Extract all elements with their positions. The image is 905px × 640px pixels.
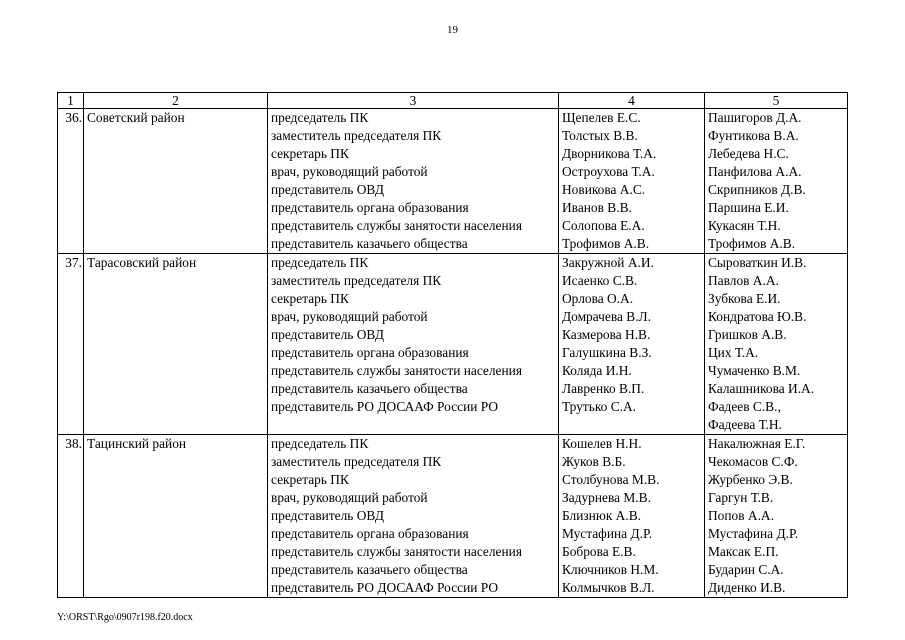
role-line: представитель РО ДОСААФ России РО [271,580,499,595]
table-header-row [58,93,848,109]
table-row [58,254,848,435]
role-line: заместитель председателя ПК [271,454,442,469]
role-line: представитель службы занятости населения [271,218,522,233]
member-name: Близнюк А.В. [562,508,641,523]
reserve-name: Павлов А.А. [708,273,779,288]
reserve-name: Паршина Е.И. [708,200,789,215]
reserve-name: Фунтикова В.А. [708,128,799,143]
reserve-name: Гришков А.В. [708,327,787,342]
role-line: представитель казачьего общества [271,381,468,396]
reserve-name: Калашникова И.А. [708,381,815,396]
member-name: Ключников Н.М. [562,562,659,577]
column-header-3: 3 [268,93,559,109]
reserve-name: Мустафина Д.Р. [708,526,799,541]
member-name [562,416,701,434]
reserve-name: Цих Т.А. [708,345,759,360]
member-name: Галушкина В.З. [562,345,652,360]
reserve-name: Журбенко Э.В. [708,472,793,487]
commission-table [57,92,848,598]
district-name: Советский район [84,109,268,254]
column-header-5: 5 [705,93,848,109]
row-number: 38. [58,435,84,598]
reserve-cell [705,435,848,598]
role-line: врач, руководящий работой [271,309,428,324]
role-line: заместитель председателя ПК [271,128,442,143]
row-number: 36. [58,109,84,254]
member-name: Солопова Е.А. [562,218,645,233]
member-cell [559,254,705,435]
district-name: Тацинский район [84,435,268,598]
member-name: Жуков В.Б. [562,454,626,469]
role-line: представитель органа образования [271,200,469,215]
role-line: представитель органа образования [271,526,469,541]
role-line: врач, руководящий работой [271,490,428,505]
member-name: Мустафина Д.Р. [562,526,653,541]
reserve-name: Трофимов А.В. [708,236,796,251]
reserve-name: Фадеева Т.Н. [708,417,782,432]
reserve-name: Лебедева Н.С. [708,146,789,161]
member-name: Остроухова Т.А. [562,164,655,179]
role-cell [268,254,559,435]
table-row [58,435,848,598]
reserve-name: Пашигоров Д.А. [708,110,802,125]
member-name: Иванов В.В. [562,200,632,215]
district-name: Тарасовский район [84,254,268,435]
member-cell [559,109,705,254]
role-line: председатель ПК [271,436,369,451]
member-name: Щепелев Е.С. [562,110,641,125]
reserve-name: Чумаченко В.М. [708,363,801,378]
role-line: председатель ПК [271,110,369,125]
reserve-name: Скрипников Д.В. [708,182,806,197]
reserve-name: Попов А.А. [708,508,774,523]
role-line: представитель казачьего общества [271,562,468,577]
member-name: Казмерова Н.В. [562,327,651,342]
member-name: Трутько С.А. [562,399,637,414]
file-path-footer: Y:\ORST\Rgo\0907r198.f20.docx [57,612,193,623]
member-name: Столбунова М.В. [562,472,660,487]
role-cell [268,109,559,254]
member-name: Лавренко В.П. [562,381,645,396]
reserve-cell [705,109,848,254]
member-cell [559,435,705,598]
member-name: Исаенко С.В. [562,273,638,288]
reserve-name: Накалюжная Е.Г. [708,436,806,451]
role-line [271,416,555,434]
reserve-name: Бударин С.А. [708,562,784,577]
member-name: Трофимов А.В. [562,236,650,251]
role-line: представитель РО ДОСААФ России РО [271,399,499,414]
role-line: врач, руководящий работой [271,164,428,179]
member-name: Дворникова Т.А. [562,146,657,161]
role-line: представитель службы занятости населения [271,363,522,378]
column-header-1: 1 [58,93,84,109]
table-body [58,109,848,598]
page-number: 19 [447,24,458,36]
member-name: Толстых В.В. [562,128,638,143]
reserve-name: Сыроваткин И.В. [708,255,807,270]
member-name: Коляда И.Н. [562,363,632,378]
reserve-cell [705,254,848,435]
member-name: Орлова О.А. [562,291,634,306]
role-cell [268,435,559,598]
reserve-name: Гаргун Т.В. [708,490,774,505]
reserve-name: Чекомасов С.Ф. [708,454,798,469]
role-line: секретарь ПК [271,291,349,306]
role-line: секретарь ПК [271,146,349,161]
member-name: Кошелев Н.Н. [562,436,642,451]
role-line: председатель ПК [271,255,369,270]
role-line: секретарь ПК [271,472,349,487]
table-row [58,109,848,254]
member-name: Новикова А.С. [562,182,646,197]
role-line: представитель ОВД [271,508,384,523]
role-line: представитель ОВД [271,182,384,197]
role-line: представитель ОВД [271,327,384,342]
reserve-name: Кондратова Ю.В. [708,309,807,324]
reserve-name: Максак Е.П. [708,544,779,559]
reserve-name: Панфилова А.А. [708,164,802,179]
member-name: Домрачева В.Л. [562,309,651,324]
member-name: Боброва Е.В. [562,544,636,559]
member-name: Закружной А.И. [562,255,654,270]
role-line: представитель органа образования [271,345,469,360]
column-header-4: 4 [559,93,705,109]
column-header-2: 2 [84,93,268,109]
reserve-name: Диденко И.В. [708,580,786,595]
reserve-name: Кукасян Т.Н. [708,218,781,233]
member-name: Колмычков В.Л. [562,580,655,595]
role-line: представитель казачьего общества [271,236,468,251]
member-name: Задурнева М.В. [562,490,651,505]
role-line: заместитель председателя ПК [271,273,442,288]
role-line: представитель службы занятости населения [271,544,522,559]
reserve-name: Зубкова Е.И. [708,291,781,306]
row-number: 37. [58,254,84,435]
reserve-name: Фадеев С.В., [708,399,781,414]
